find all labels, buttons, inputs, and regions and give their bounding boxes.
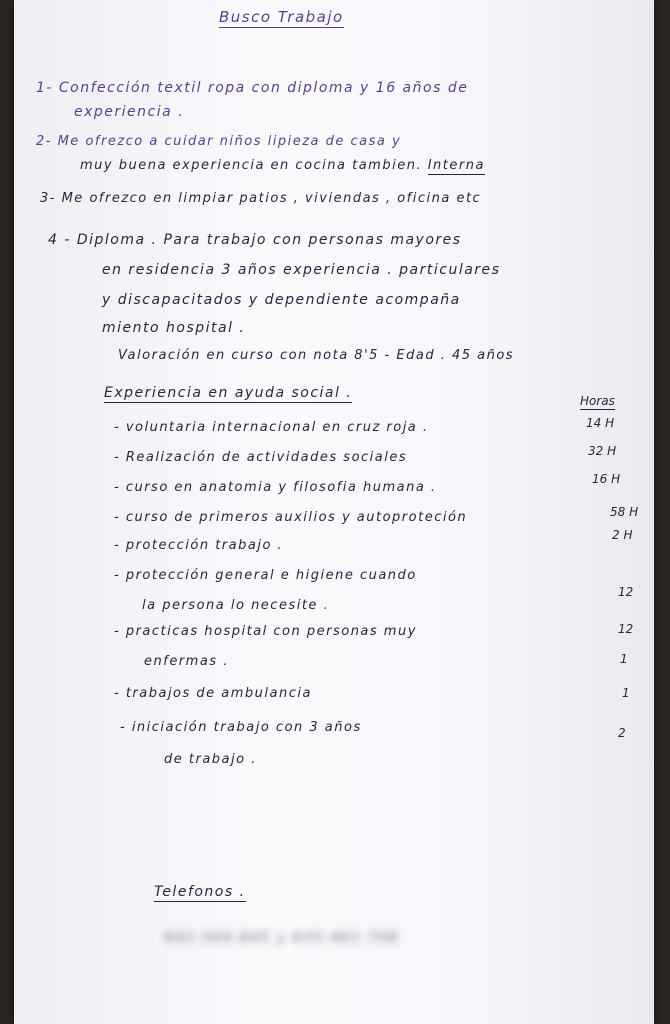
activity-9-line-2: de trabajo . bbox=[164, 752, 257, 767]
item-1-line-2: experiencia . bbox=[74, 104, 185, 120]
item-1-line-1: 1- Confección textil ropa con diploma y 16 años de bbox=[36, 80, 469, 96]
activity-5-hours: 2 H bbox=[612, 528, 633, 542]
activity-2-hours: 32 H bbox=[588, 444, 617, 458]
section-title bbox=[104, 385, 352, 401]
activity-6-hours: 12 bbox=[618, 585, 634, 599]
activity-2: - Realización de actividades sociales bbox=[114, 450, 408, 465]
activity-5: - protección trabajo . bbox=[114, 538, 284, 553]
phones-label bbox=[154, 884, 246, 900]
phones-value-blurred: 642-344-845 y 635-461-706 bbox=[164, 930, 400, 946]
activity-3: - curso en anatomia y filosofia humana . bbox=[114, 480, 437, 495]
item-4-line-5: Valoración en curso con nota 8'5 - Edad . 45 años bbox=[118, 348, 515, 363]
activity-1: - voluntaria internacional en cruz roja . bbox=[114, 420, 429, 435]
activity-9-hours: 2 bbox=[618, 726, 626, 740]
hours-header bbox=[580, 394, 615, 408]
item-2-line-2 bbox=[80, 158, 485, 173]
item-4-line-2: en residencia 3 años experiencia . particulares bbox=[102, 262, 501, 278]
paper-sheet bbox=[14, 0, 654, 1024]
phones-label-text: Telefonos . bbox=[154, 884, 246, 900]
activity-4: - curso de primeros auxilios y autoproteción bbox=[114, 510, 468, 525]
activity-9-line-1: - iniciación trabajo con 3 años bbox=[120, 720, 362, 735]
item-2-line-2-text: muy buena experiencia en cocina tambien. bbox=[80, 158, 423, 173]
activity-8-hours: 1 bbox=[622, 686, 630, 700]
section-title-text: Experiencia en ayuda social . bbox=[104, 385, 353, 401]
activity-6-line-2: la persona lo necesite . bbox=[142, 598, 330, 613]
activity-7-hours: 12 bbox=[618, 622, 634, 636]
page-title bbox=[219, 8, 344, 26]
activity-8: - trabajos de ambulancia bbox=[114, 686, 312, 701]
item-3-line-1: 3- Me ofrezco en limpiar patios , viviendas , oficina etc bbox=[40, 191, 482, 206]
item-2-interna: Interna bbox=[427, 158, 485, 173]
item-4-line-1: 4 - Diploma . Para trabajo con personas mayores bbox=[48, 232, 462, 248]
activity-3-hours: 16 H bbox=[592, 472, 621, 486]
item-2-line-1: 2- Me ofrezco a cuidar niños lipieza de casa y bbox=[36, 134, 402, 149]
activity-7-line-2: enfermas . bbox=[144, 654, 229, 669]
activity-7-hours-2: 1 bbox=[620, 652, 628, 666]
item-4-line-3: y discapacitados y dependiente acompaña bbox=[102, 292, 461, 308]
item-4-line-4: miento hospital . bbox=[102, 320, 246, 336]
activity-6-line-1: - protección general e higiene cuando bbox=[114, 568, 417, 583]
activity-4-hours: 58 H bbox=[610, 505, 639, 519]
activity-7-line-1: - practicas hospital con personas muy bbox=[114, 624, 417, 639]
title-text: Busco Trabajo bbox=[219, 8, 344, 26]
hours-header-text: Horas bbox=[580, 394, 615, 408]
activity-1-hours: 14 H bbox=[586, 416, 615, 430]
